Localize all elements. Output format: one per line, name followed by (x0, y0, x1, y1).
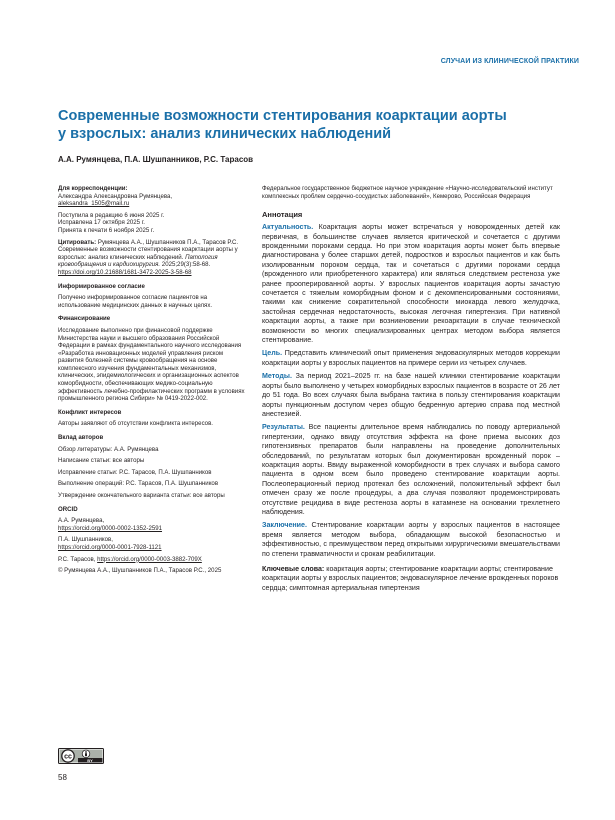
citation-label: Цитировать: (58, 238, 97, 246)
annotation-aim (262, 349, 560, 368)
affiliation: Федеральное государственное бюджетное научное учреждение «Научно-исследовательский институт комплексных проблем сердечно-сосудистых заболеваний», Кемерово, Российская Федерация (262, 185, 553, 200)
copyright: © Румянцева А.А., Шушпанников П.А., Тарасов Р.С., 2025 (58, 567, 222, 575)
relevance-label: Актуальность. (262, 223, 314, 232)
annotation (262, 223, 560, 559)
consent-text: Получено информированное согласие пациентов на использование медицинских данных в научных целях. (58, 294, 213, 309)
relevance-text: Коарктация аорты может встречаться у новорожденных детей как первичная, в большинстве случаев является критической и сочетается с другими врожденными пороками сердца. Но при этом коарктация аорты может быть впервые диагностирована у более старших детей, подростков и взрослых пациентов и как быть изолированным пороком сердца, так и сочетаться с другими пороками сердца (врожденного или приобретенного характера) или являться следствием рестеноза уже ранее прооперированной аорты. У взрослых пациентов коарктация аорты зачастую сочетается с тяжелым коморбидным фоном и с декомпенсированными состояниями, такими как снижение сократительной способности миокарда левого желудочка, застойная сердечная недостаточность, высокая легочная гипертензия. При нативной коарктации аорты, а также при возникновении рекоарктации в случае технической возможности во многих специализированных центрах методом выбора является стентирование. (262, 223, 560, 345)
authors: А.А. Румянцева, П.А. Шушпанников, Р.С. Тарасов (58, 155, 254, 164)
contrib-item: Утверждение окончательного варианта статьи: все авторы (58, 492, 225, 499)
orcid-2-link[interactable]: https://orcid.org/0000-0001-7928-1121 (58, 543, 162, 551)
cc-by-license-icon[interactable] (58, 748, 104, 764)
funding-heading: Финансирование (58, 315, 111, 323)
contrib-item: Исправление статьи: Р.С. Тарасов, П.А. Шушпанников (58, 468, 212, 476)
aim-text: Представить клинический опыт применения эндоваскулярных методов коррекции коарктации аорты у взрослых пациентов на примере серии из четырех случаев. (262, 349, 560, 367)
cc-by-text: BY (87, 757, 93, 763)
accepted-date: Принята к печати 6 ноября 2025 г. (58, 226, 155, 234)
citation-text: Румянцева А.А., Шушпанников П.А., Тарасов Р.С. Современные возможности стентирования коарктации аорты у взрослых: анализ клинических наблюдений. (58, 238, 239, 261)
methods-text: За период 2021–2025 гг. на базе нашей клиники стентирование коарктации аорты было выполнено у четырех коморбидных взрослых пациентов в возрасте от 26 лет до 51 года. Во всех случаях была выбрана тактика в пользу стентирования коарктации аорты пункционным доступом через общую бедренную артерию справа под местной анестезией. (262, 372, 560, 418)
aim-label: Цель. (262, 349, 283, 358)
results-label: Результаты. (262, 423, 305, 432)
keywords (262, 565, 560, 593)
orcid-1-link[interactable]: https://orcid.org/0000-0002-1352-2591 (58, 524, 163, 532)
citation-doi-link[interactable]: https://doi.org/10.21688/1681-3472-2025-3-58-68 (58, 268, 192, 276)
conclusion-text: Стентирование коарктации аорты у взрослых пациентов в настоящее время является методом выбора, обладающим высокой безопасностью и эффективностью, с преимуществом перед открытыми хирургическими вмешательствами по степени травматичности и срокам реабилитации. (262, 521, 560, 558)
conclusion-label: Заключение. (262, 521, 307, 530)
keywords-label: Ключевые слова: (262, 565, 325, 573)
correspondence-name: Александра Александровна Румянцева, (58, 192, 173, 200)
right-column (262, 185, 560, 593)
contrib-item: Написание статьи: все авторы (58, 457, 145, 465)
title-line-2: у взрослых: анализ клинических наблюдений (58, 125, 392, 142)
correspondence-heading: Для корреспонденции: (58, 185, 128, 192)
annotation-relevance (262, 223, 560, 345)
article-title (58, 108, 558, 143)
revised-date: Исправлена 17 октября 2025 г. (58, 219, 145, 227)
citation (58, 239, 248, 277)
orcid-3-link[interactable]: https://orcid.org/0000-0003-3882-709X (97, 555, 202, 563)
orcid-heading: ORCID (58, 505, 78, 513)
correspondence-email-link[interactable]: aleksandra_1505@mail.ru (58, 200, 130, 208)
left-column (58, 185, 248, 575)
contrib-item: Обзор литературы: А.А. Румянцева (58, 445, 159, 453)
orcid-2-name: П.А. Шушпанников, (58, 536, 113, 544)
methods-label: Методы. (262, 372, 292, 381)
citation-journal: Патология кровообращения и кардиохирургия. (58, 253, 218, 269)
citation-tail: 2025;29(3):58-68. (160, 261, 211, 269)
page-number: 58 (58, 773, 67, 782)
contrib-heading: Вклад авторов (58, 434, 104, 442)
annotation-methods (262, 372, 560, 419)
conflict-heading: Конфликт интересов (58, 408, 122, 416)
title-line-1: Современные возможности стентирования коарктации аорты (58, 108, 507, 124)
orcid-1-name: А.А. Румянцева, (58, 517, 105, 525)
annotation-conclusion (262, 521, 560, 559)
contrib-item: Выполнение операций: Р.С. Тарасов, П.А. Шушпанников (58, 480, 219, 488)
keywords-text: коарктация аорты; стентирование коарктации аорты; стентирование коарктации аорты у взрослых пациентов; эндоваскулярное лечение врожденных пороков сердца; симптомная артериальная гипертензия (262, 565, 559, 592)
annotation-title: Аннотация (262, 210, 303, 220)
conflict-text: Авторы заявляют об отсутствии конфликта интересов. (58, 420, 213, 428)
received-date: Поступила в редакцию 6 июня 2025 г. (58, 211, 165, 219)
orcid-3-name: Р.С. Тарасов, (58, 555, 98, 563)
annotation-results (262, 423, 560, 517)
cc-logo-text: cc (64, 753, 72, 761)
results-text: Все пациенты длительное время наблюдались по поводу артериальной гипертензии, однако ввиду отсутствия эффекта на фоне приема высоких доз гипотензивных препаратов были направлены на проведение дополнительных обследований, по результатам которых был документирован врожденный порок – коарктация аорты. Ввиду выраженной коморбидности в трех случаях и выбора самого пациента в одном всем было проведено стентирование коарктации аорты. Послеоперационный период протекал без осложнений, положительный эффект был отмечен сразу же после процедуры, а два случая позволяют продемонстрировать отсутствие рецидива в виде рестеноза аорты в катамнезе на основании трехлетнего наблюдения. (262, 423, 560, 516)
section-header: СЛУЧАИ ИЗ КЛИНИЧЕСКОЙ ПРАКТИКИ (440, 58, 579, 65)
funding-text: Исследование выполнено при финансовой поддержке Министерства науки и высшего образования Российской Федерации в рамках фундаментального научного исследования «Разработка инновационных моделей управления риском развития болезней системы кровообращения на основе комплексного изучения фундаментальных механизмов, клинических, эпидемиологических и организационных аспектов коморбидности, обеспечивающих медико-социальную эффективность лечебно-профилактических программ в условиях промышленного региона Сибири» № 0419-2022-002. (58, 326, 245, 403)
consent-heading: Информированное согласие (58, 282, 145, 290)
